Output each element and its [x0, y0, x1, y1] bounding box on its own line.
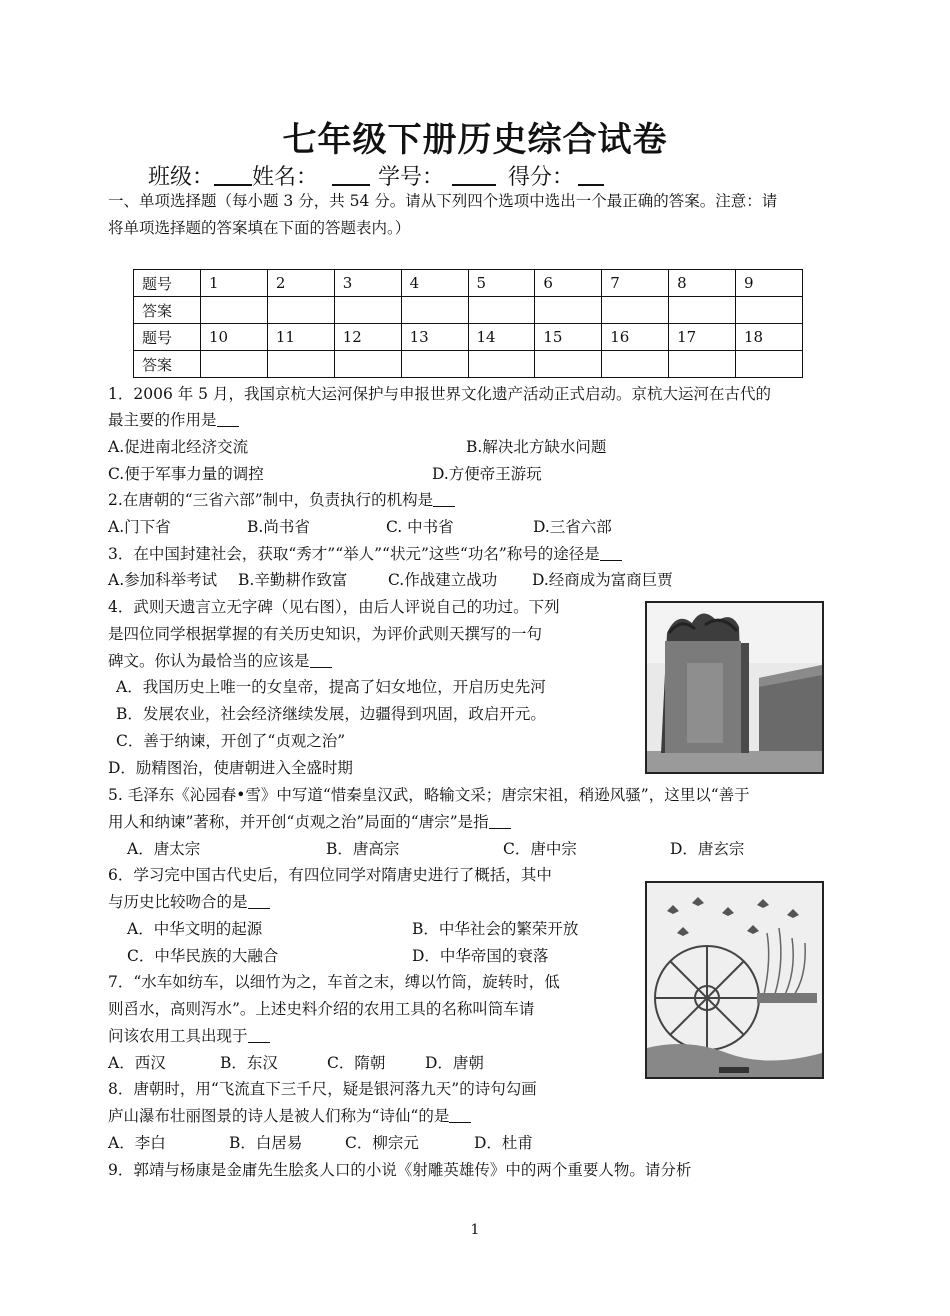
- q1-stem-line-2: 最主要的作用是: [108, 409, 239, 431]
- q3-option-b: B.辛勤耕作致富: [238, 571, 348, 589]
- instructions-line-1: 一、单项选择题（每小题 3 分，共 54 分。请从下列四个选项中选出一个最正确的答案。注意：请: [108, 192, 778, 210]
- answer-header: 答案: [134, 297, 201, 324]
- question-number-cell: 15: [535, 324, 602, 351]
- stele-illustration: [647, 603, 822, 772]
- question-number-cell: 14: [468, 324, 535, 351]
- question-number-header: 题号: [134, 324, 201, 351]
- q4-option-d: D．励精图治，使唐朝进入全盛时期: [108, 759, 353, 777]
- q3-option-d: D.经商成为富商巨贾: [532, 571, 673, 589]
- q8-answer-blank[interactable]: [449, 1108, 471, 1123]
- q2-answer-blank[interactable]: [433, 492, 455, 507]
- q7-answer-blank[interactable]: [248, 1028, 270, 1043]
- q7-stem-line-2: 则舀水，高则泻水”。上述史料介绍的农用工具的名称叫筒车请: [108, 1000, 535, 1018]
- q6-stem-line-2: 与历史比较吻合的是: [108, 891, 270, 913]
- q6-option-b: B．中华社会的繁荣开放: [412, 920, 579, 938]
- answer-cell[interactable]: [201, 297, 268, 324]
- question-number-cell: 10: [201, 324, 268, 351]
- question-number-cell: 18: [736, 324, 803, 351]
- q8-option-b: B．白居易: [229, 1134, 303, 1152]
- q4-option-a: A．我国历史上唯一的女皇帝，提高了妇女地位，开启历史先河: [116, 678, 546, 696]
- q2-option-a: A.门下省: [108, 518, 171, 536]
- answer-cell[interactable]: [602, 297, 669, 324]
- q4-option-b: B．发展农业，社会经济继续发展，边疆得到巩固，政启开元。: [116, 705, 546, 723]
- q4-option-c: C．善于纳谏，开创了“贞观之治”: [116, 732, 346, 750]
- q2-option-c: C. 中书省: [386, 518, 454, 536]
- name-label: 姓名：: [252, 165, 319, 190]
- question-number-cell: 9: [736, 270, 803, 297]
- answer-header: 答案: [134, 351, 201, 378]
- answer-cell[interactable]: [669, 351, 736, 378]
- question-number-cell: 1: [201, 270, 268, 297]
- q3-option-a: A.参加科举考试: [108, 571, 218, 589]
- answer-cell[interactable]: [267, 351, 334, 378]
- q5-stem-line-1: 5. 毛泽东《沁园春•雪》中写道“惜秦皇汉武，略输文采；唐宗宋祖，稍逊风骚”，这里以“善于: [108, 786, 750, 804]
- q2-option-d: D.三省六部: [533, 518, 612, 536]
- q5-option-a: A．唐太宗: [127, 840, 201, 858]
- q9-stem: 9．郭靖与杨康是金庸先生脍炙人口的小说《射雕英雄传》中的两个重要人物。请分析: [108, 1161, 692, 1179]
- q5-option-c: C．唐中宗: [503, 840, 577, 858]
- q6-option-a: A．中华文明的起源: [127, 920, 263, 938]
- answer-cell[interactable]: [736, 297, 803, 324]
- question-number-cell: 3: [334, 270, 401, 297]
- q1-option-a: A.促进南北经济交流: [108, 438, 249, 456]
- question-number-header: 题号: [134, 270, 201, 297]
- question-number-cell: 17: [669, 324, 736, 351]
- answer-cell[interactable]: [535, 297, 602, 324]
- q6-option-c: C．中华民族的大融合: [127, 947, 279, 965]
- q5-option-d: D．唐玄宗: [670, 840, 745, 858]
- q6-stem-line-1: 6．学习完中国古代史后，有四位同学对隋唐史进行了概括，其中: [108, 866, 552, 884]
- question-number-cell: 16: [602, 324, 669, 351]
- q3-option-c: C.作战建立战功: [388, 571, 498, 589]
- q3-answer-blank[interactable]: [600, 546, 622, 561]
- q5-option-b: B．唐高宗: [326, 840, 400, 858]
- question-number-cell: 8: [669, 270, 736, 297]
- score-blank[interactable]: [578, 164, 604, 186]
- water-wheel-illustration: [647, 883, 822, 1077]
- q1-option-b: B.解决北方缺水问题: [466, 438, 607, 456]
- student-id-label: 学号：: [378, 165, 445, 190]
- answer-table: [133, 269, 803, 378]
- q1-stem-line-1: 1．2006 年 5 月，我国京杭大运河保护与申报世界文化遗产活动正式启动。京杭大运河在古代的: [108, 385, 771, 403]
- answer-cell[interactable]: [267, 297, 334, 324]
- student-id-blank[interactable]: [452, 164, 496, 186]
- q8-option-d: D．杜甫: [474, 1134, 533, 1152]
- answer-cell[interactable]: [401, 297, 468, 324]
- q2-option-b: B.尚书省: [247, 518, 310, 536]
- q7-option-b: B．东汉: [220, 1054, 278, 1072]
- answer-cell[interactable]: [401, 351, 468, 378]
- answer-cell[interactable]: [334, 297, 401, 324]
- q4-stem-line-2: 是四位同学根据掌握的有关历史知识，为评价武则天撰写的一句: [108, 625, 543, 643]
- question-number-cell: 12: [334, 324, 401, 351]
- wordless-stele-image: [645, 601, 824, 774]
- class-label: 班级：: [148, 165, 215, 190]
- q4-stem-line-3: 碑文。你认为最恰当的应该是: [108, 650, 332, 672]
- answer-cell[interactable]: [669, 297, 736, 324]
- score-label: 得分：: [508, 165, 575, 190]
- instructions-line-2: 将单项选择题的答案填在下面的答题表内。）: [108, 219, 411, 237]
- q7-option-c: C．隋朝: [327, 1054, 386, 1072]
- q6-option-d: D．中华帝国的衰落: [412, 947, 549, 965]
- question-number-cell: 11: [267, 324, 334, 351]
- name-blank[interactable]: [332, 164, 370, 186]
- q8-stem-line-2: 庐山瀑布壮丽图景的诗人是被人们称为“诗仙“的是: [108, 1105, 471, 1127]
- table-row: [134, 270, 803, 297]
- table-row: [134, 351, 803, 378]
- q2-stem: 2.在唐朝的“三省六部”制中，负责执行的机构是: [108, 489, 455, 511]
- question-number-cell: 13: [401, 324, 468, 351]
- q8-stem-line-1: 8．唐朝时，用“飞流直下三千尺，疑是银河落九天”的诗句勾画: [108, 1080, 537, 1098]
- q7-stem-line-3: 问该农用工具出现于: [108, 1025, 270, 1047]
- water-wheel-image: [645, 881, 824, 1079]
- q3-stem: 3．在中国封建社会，获取“秀才”“举人”“状元”这些“功名”称号的途径是: [108, 543, 622, 565]
- q6-answer-blank[interactable]: [248, 894, 270, 909]
- q4-stem-line-1: 4．武则天遗言立无字碑（见右图），由后人评说自己的功过。下列: [108, 598, 560, 616]
- answer-cell[interactable]: [468, 351, 535, 378]
- table-row: [134, 297, 803, 324]
- question-number-cell: 6: [535, 270, 602, 297]
- answer-cell[interactable]: [602, 351, 669, 378]
- question-number-cell: 4: [401, 270, 468, 297]
- q7-stem-line-1: 7．“水车如纺车，以细竹为之，车首之末，缚以竹筒，旋转时，低: [108, 973, 560, 991]
- answer-cell[interactable]: [468, 297, 535, 324]
- q1-option-d: D.方便帝王游玩: [432, 465, 542, 483]
- page-number: 1: [470, 1222, 480, 1238]
- q7-option-d: D．唐朝: [425, 1054, 484, 1072]
- q4-answer-blank[interactable]: [310, 653, 332, 668]
- answer-cell[interactable]: [736, 351, 803, 378]
- q5-answer-blank[interactable]: [489, 814, 511, 829]
- question-number-cell: 7: [602, 270, 669, 297]
- student-info-line: [148, 160, 604, 191]
- table-row: [134, 324, 803, 351]
- answer-cell[interactable]: [201, 351, 268, 378]
- q8-option-c: C．柳宗元: [345, 1134, 419, 1152]
- question-number-cell: 2: [267, 270, 334, 297]
- q5-stem-line-2: 用人和纳谏”著称，并开创“贞观之治”局面的“唐宗”是指: [108, 811, 511, 833]
- q8-option-a: A．李白: [108, 1134, 166, 1152]
- q7-option-a: A．西汉: [108, 1054, 166, 1072]
- answer-cell[interactable]: [334, 351, 401, 378]
- question-number-cell: 5: [468, 270, 535, 297]
- q1-option-c: C.便于军事力量的调控: [108, 465, 264, 483]
- answer-cell[interactable]: [535, 351, 602, 378]
- page-title: 七年级下册历史综合试卷: [282, 120, 668, 160]
- q1-answer-blank[interactable]: [217, 412, 239, 427]
- class-blank[interactable]: [214, 164, 252, 186]
